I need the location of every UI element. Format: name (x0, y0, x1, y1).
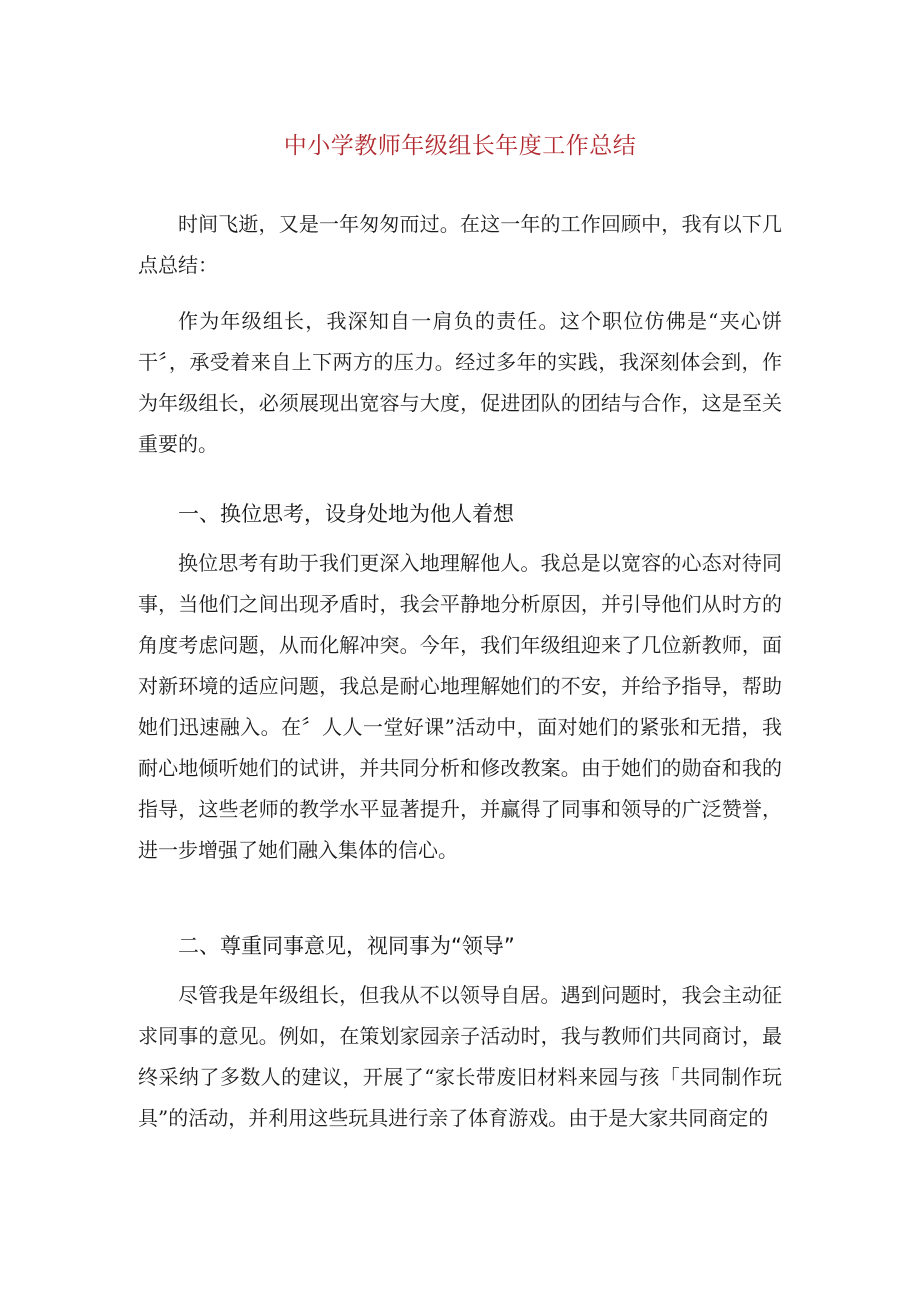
document-title: 中小学教师年级组长年度工作总结 (283, 133, 637, 159)
section-heading-1: 一、换位思考，设身处地为他人着想 (178, 502, 514, 526)
section-heading-2: 二、尊重同事意见，视同事为“领导” (178, 934, 515, 958)
paragraph-section-1: 换位思考有助于我们更深入地理解他人。我总是以宽容的心态对待同事，当他们之间出现矛盾时，我会平静地分析原因，并引导他们从时方的角度考虑问题，从而化解冲突。今年，我们年级组迎来了几位新教师，面对新环境的适应问题，我总是耐心地理解她们的不安，并给予指导，帮助她们迅速融入。在〞人人一堂好课”活动中，面对她们的紧张和无措，我耐心地倾听她们的试讲，并共同分析和修改教案。由于她们的勋奋和我的指导，这些老师的教学水平显著提升，并赢得了同事和领导的广泛赞誉，进一步增强了她们融入集体的信心。 (138, 551, 782, 862)
paragraph-intro: 时间飞逝，又是一年匆匆而过。在这一年的工作回顾中，我有以下几点总结： (138, 212, 782, 277)
paragraph-role: 作为年级组长，我深知自一肩负的责任。这个职位仿佛是“夹心饼干〞，承受着来自上下两方的压力。经过多年的实践，我深刻体会到，作为年级组长，必须展现出宽容与大度，促进团队的团结与合作，这是至关重要的。 (138, 309, 782, 456)
paragraph-section-2: 尽管我是年级组长，但我从不以领导自居。遇到问题时，我会主动征求同事的意见。例如，在策划家园亲子活动时，我与教师们共同商讨，最终采纳了多数人的建议，开展了“家长带废旧材料来园与孩「共同制作玩具”的活动，并利用这些玩具进行亲了体育游戏。由于是大家共同商定的 (138, 983, 782, 1130)
